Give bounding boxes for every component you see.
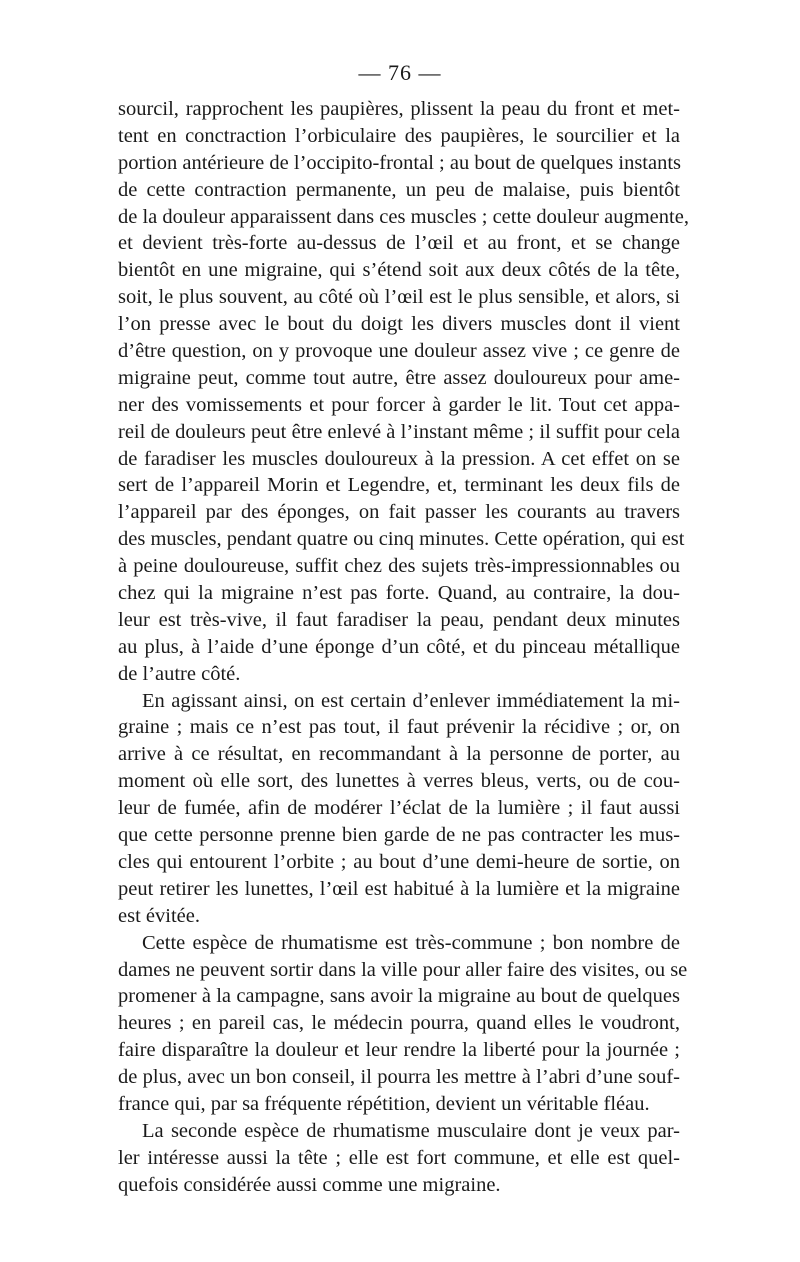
text-line: leur est très-vive, il faut faradiser la peau, pendant deux minutes — [118, 608, 680, 631]
text-line: faire disparaître la douleur et leur rendre la liberté pour la journée ; — [118, 1039, 680, 1062]
body-text — [118, 96, 689, 1199]
text-line: La seconde espèce de rhumatisme musculaire dont je veux par- — [142, 1119, 680, 1142]
text-line: moment où elle sort, des lunettes à verres bleus, verts, ou de cou- — [118, 770, 680, 793]
text-line: sourcil, rapprochent les paupières, plissent la peau du front et met- — [118, 98, 680, 120]
text-line: dames ne peuvent sortir dans la ville pour aller faire des visites, ou se — [118, 958, 688, 981]
paragraph — [118, 930, 688, 1118]
text-line: au plus, à l’aide d’une éponge d’un côté, et du pinceau métallique — [118, 635, 680, 658]
paragraph — [118, 1118, 680, 1199]
text-line: de l’autre côté. — [118, 662, 241, 685]
page-number: — 76 — — [358, 60, 442, 85]
text-line: que cette personne prenne bien garde de ne pas contracter les mus- — [118, 824, 680, 847]
text-line: des muscles, pendant quatre ou cinq minutes. Cette opération, qui est — [118, 528, 685, 551]
text-line: est évitée. — [118, 904, 200, 927]
text-line: quefois considérée aussi comme une migraine. — [118, 1173, 501, 1196]
text-line: de plus, avec un bon conseil, il pourra les mettre à l’abri d’une souf- — [118, 1066, 680, 1089]
text-line: l’on presse avec le bout du doigt les divers muscles dont il vient — [118, 313, 680, 336]
text-line: En agissant ainsi, on est certain d’enlever immédiatement la mi- — [142, 689, 680, 712]
text-line: et devient très-forte au-dessus de l’œil et au front, et se change — [118, 232, 680, 255]
text-line: portion antérieure de l’occipito-frontal ; au bout de quelques instants — [118, 151, 682, 174]
text-line: cles qui entourent l’orbite ; au bout d’une demi-heure de sortie, on — [118, 850, 680, 873]
text-line: à peine douloureuse, suffit chez des sujets très-impressionnables ou — [118, 555, 680, 578]
text-line: tent en conctraction l’orbiculaire des paupières, le sourcilier et la — [118, 124, 680, 147]
paragraph — [118, 96, 689, 688]
text-line: bientôt en une migraine, qui s’étend soit aux deux côtés de la tête, — [118, 259, 680, 282]
text-line: migraine peut, comme tout autre, être assez douloureux pour ame- — [118, 366, 680, 389]
paragraph — [118, 688, 680, 930]
text-line: peut retirer les lunettes, l’œil est habitué à la lumière et la migraine — [118, 877, 680, 900]
text-line: reil de douleurs peut être enlevé à l’instant même ; il suffit pour cela — [118, 420, 680, 443]
text-line: chez qui la migraine n’est pas forte. Quand, au contraire, la dou- — [118, 582, 680, 605]
text-line: sert de l’appareil Morin et Legendre, et, terminant les deux fils de — [118, 474, 680, 497]
text-line: graine ; mais ce n’est pas tout, il faut prévenir la récidive ; or, on — [118, 716, 680, 739]
text-line: ner des vomissements et pour forcer à garder le lit. Tout cet appa- — [118, 393, 680, 416]
text-line: de cette contraction permanente, un peu de malaise, puis bientôt — [118, 178, 680, 201]
text-line: leur de fumée, afin de modérer l’éclat de la lumière ; il faut aussi — [118, 797, 680, 820]
text-line: france qui, par sa fréquente répétition, devient un véritable fléau. — [118, 1092, 650, 1115]
text-line: d’être question, on y provoque une douleur assez vive ; ce genre de — [118, 340, 680, 363]
text-line: heures ; en pareil cas, le médecin pourra, quand elles le voudront, — [118, 1012, 680, 1035]
text-line: de faradiser les muscles douloureux à la pression. A cet effet on se — [118, 447, 680, 470]
text-line: de la douleur apparaissent dans ces muscles ; cette douleur augmente, — [118, 205, 689, 228]
text-line: promener à la campagne, sans avoir la migraine au bout de quelques — [118, 985, 680, 1008]
text-line: l’appareil par des éponges, on fait passer les courants au travers — [118, 501, 680, 524]
text-line: ler intéresse aussi la tête ; elle est fort commune, et elle est quel- — [118, 1146, 680, 1169]
text-line: soit, le plus souvent, au côté où l’œil est le plus sensible, et alors, si — [118, 286, 680, 309]
text-line: arrive à ce résultat, en recommandant à la personne de porter, au — [118, 743, 680, 766]
text-line: Cette espèce de rhumatisme est très-commune ; bon nombre de — [142, 931, 680, 954]
